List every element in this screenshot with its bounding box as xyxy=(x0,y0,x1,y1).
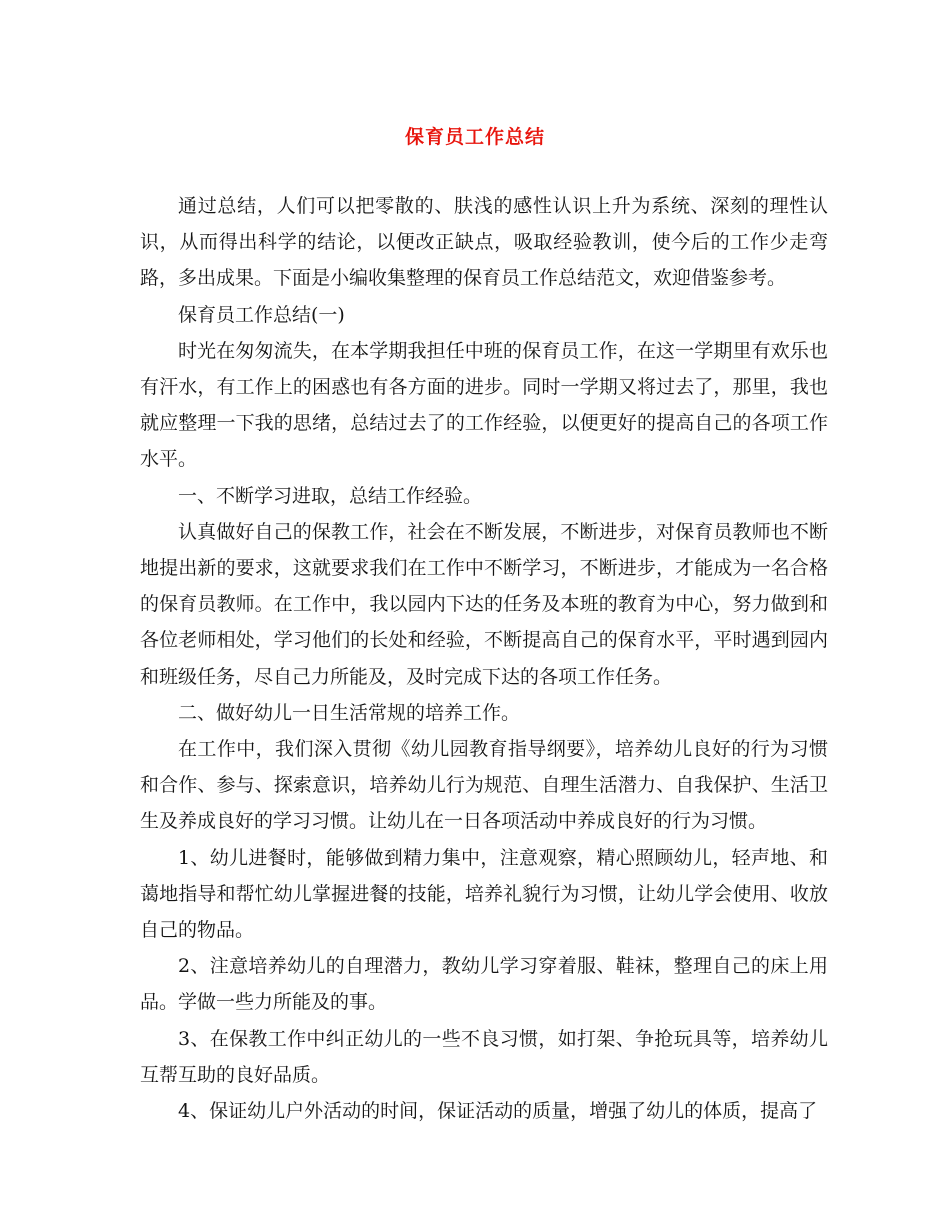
document-title: 保育员工作总结 xyxy=(404,126,545,148)
subheading-1: 一、不断学习进取，总结工作经验。 xyxy=(178,484,483,507)
list-item-1: 1、幼儿进餐时，能够做到精力集中，注意观察，精心照顾幼儿，轻声地、和蔼地指导和帮忙幼儿掌握进餐的技能，培养礼貌行为习惯，让幼儿学会使用、收放自己的物品。 xyxy=(140,846,828,942)
list-item-4: 4、保证幼儿户外活动的时间，保证活动的质量，增强了幼儿的体质，提高了 xyxy=(178,1100,818,1123)
list-item-2: 2、注意培养幼儿的自理潜力，教幼儿学习穿着服、鞋袜，整理自己的床上用品。学做一些力所能及的事。 xyxy=(140,955,828,1014)
list-item-3: 3、在保教工作中纠正幼儿的一些不良习惯，如打架、争抢玩具等，培养幼儿互帮互助的良好品质。 xyxy=(140,1027,828,1086)
document-body xyxy=(140,188,828,1129)
paragraph: 时光在匆匆流失，在本学期我担任中班的保育员工作，在这一学期里有欢乐也有汗水，有工作上的困惑也有各方面的进步。同时一学期又将过去了，那里，我也就应整理一下我的思绪，总结过去了的工作经验，以便更好的提高自己的各项工作水平。 xyxy=(140,339,828,471)
section-heading-1: 保育员工作总结(一) xyxy=(178,303,345,326)
paragraph: 在工作中，我们深入贯彻《幼儿园教育指导纲要》，培养幼儿良好的行为习惯和合作、参与、探索意识，培养幼儿行为规范、自理生活潜力、自我保护、生活卫生及养成良好的学习习惯。让幼儿在一日各项活动中养成良好的行为习惯。 xyxy=(140,738,828,833)
paragraph-intro: 通过总结，人们可以把零散的、肤浅的感性认识上升为系统、深刻的理性认识，从而得出科学的结论，以便改正缺点，吸取经验教训，使今后的工作少走弯路，多出成果。下面是小编收集整理的保育员工作总结范文，欢迎借鉴参考。 xyxy=(140,195,828,290)
subheading-2: 二、做好幼儿一日生活常规的培养工作。 xyxy=(178,701,521,724)
paragraph: 认真做好自己的保教工作，社会在不断发展，不断进步，对保育员教师也不断地提出新的要求，这就要求我们在工作中不断学习，不断进步，才能成为一名合格的保育员教师。在工作中，我以园内下达的任务及本班的教育为中心，努力做到和各位老师相处，学习他们的长处和经验，不断提高自己的保育水平，平时遇到园内和班级任务，尽自己力所能及，及时完成下达的各项工作任务。 xyxy=(140,520,828,688)
